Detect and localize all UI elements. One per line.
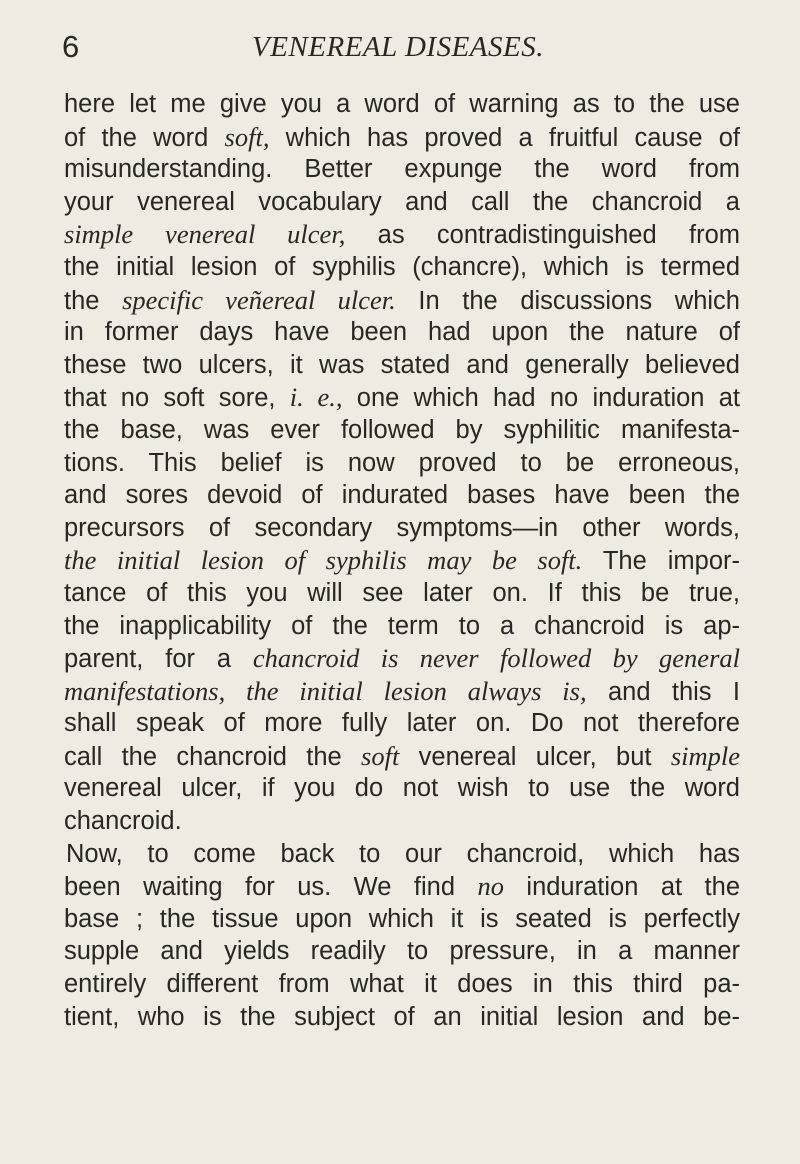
text-line — [64, 381, 740, 414]
body-text — [64, 88, 740, 1033]
text-line — [64, 447, 740, 480]
text-run: parent, for a — [64, 645, 253, 674]
text-run: the — [64, 286, 123, 315]
text-run: The impor- — [582, 547, 740, 576]
text-line — [64, 479, 740, 512]
italic-run: manifestations, the initial lesion always is, — [64, 675, 587, 706]
text-line — [64, 740, 740, 773]
text-line — [64, 88, 740, 121]
text-line — [64, 316, 740, 349]
text-line — [64, 251, 740, 284]
text-line — [64, 968, 740, 1001]
italic-run: simple venereal ulcer, — [64, 219, 346, 250]
text-line — [64, 903, 740, 936]
text-run: of the word — [64, 123, 225, 152]
text-run: tions. This belief is now proved to be erroneous, — [64, 448, 740, 477]
text-line — [64, 805, 740, 838]
text-line — [64, 349, 740, 382]
text-run: chancroid. — [64, 807, 182, 836]
text-line — [64, 186, 740, 219]
text-line — [64, 414, 740, 447]
text-run: induration at the — [503, 873, 740, 902]
text-run: precursors of secondary symptoms—in other words, — [64, 513, 740, 542]
text-run: here let me give you a word of warning as to the use — [64, 90, 740, 118]
text-run: been waiting for us. We find — [64, 873, 478, 902]
text-run: these two ulcers, it was stated and generally believed — [64, 350, 740, 379]
text-run: and sores devoid of indurated bases have been the — [64, 481, 740, 510]
text-run: venereal ulcer, but — [399, 742, 671, 771]
text-run: as contradistinguished from — [345, 221, 740, 250]
text-run: in former days have been had upon the nature of — [64, 318, 740, 347]
text-line — [64, 121, 740, 154]
text-line — [64, 1001, 740, 1034]
text-run: tance of this you will see later on. If this be true, — [64, 578, 740, 607]
text-line — [64, 153, 740, 186]
page-header — [62, 27, 742, 67]
italic-run: chancroid is never followed by general — [252, 643, 740, 674]
running-title: VENEREAL DISEASES. — [252, 31, 544, 63]
text-line — [64, 284, 740, 317]
text-line — [64, 772, 740, 805]
text-line — [64, 512, 740, 545]
text-run: shall speak of more fully later on. Do not therefore — [64, 709, 740, 738]
italic-run: specific veñereal ulcer. — [122, 284, 396, 315]
text-run: which has proved a fruitful cause of — [269, 123, 740, 152]
text-run: misunderstanding. Better expunge the word from — [64, 155, 740, 184]
text-line — [64, 642, 740, 675]
text-line — [64, 610, 740, 643]
text-run: the base, was ever followed by syphilitic manifesta- — [64, 415, 740, 444]
text-line — [64, 218, 740, 251]
italic-run: simple — [670, 740, 740, 771]
text-run: base ; the tissue upon which it is seated is perfectly — [64, 904, 740, 933]
italic-run: soft, — [224, 121, 270, 152]
text-run: venereal ulcer, if you do not wish to use the word — [64, 774, 740, 803]
text-run: the inapplicability of the term to a chancroid is ap- — [64, 611, 740, 640]
text-line — [64, 870, 740, 903]
text-line — [64, 935, 740, 968]
italic-run: i. e., — [289, 382, 343, 413]
italic-run: the initial lesion of syphilis may be soft. — [64, 545, 583, 576]
text-line — [64, 675, 740, 708]
text-line — [64, 838, 740, 871]
page-number: 6 — [62, 29, 80, 64]
text-line — [64, 577, 740, 610]
text-run: your venereal vocabulary and call the chancroid a — [64, 187, 740, 216]
text-run: call the chancroid the — [64, 742, 362, 771]
text-line — [64, 544, 740, 577]
text-run: that no soft sore, — [64, 384, 290, 413]
text-run: Now, to come back to our chancroid, which has — [66, 839, 740, 868]
italic-run: soft — [361, 740, 400, 771]
text-run: entirely different from what it does in this third pa- — [64, 970, 740, 999]
text-line — [64, 707, 740, 740]
text-run: one which had no induration at — [342, 384, 740, 413]
text-run: In the discussions which — [395, 286, 740, 315]
text-run: supple and yields readily to pressure, in a manner — [64, 937, 740, 966]
italic-run: no — [477, 871, 504, 902]
text-run: the initial lesion of syphilis (chancre), which is termed — [64, 252, 740, 281]
text-run: tient, who is the subject of an initial lesion and be- — [64, 1002, 740, 1031]
text-run: and this I — [586, 677, 740, 706]
